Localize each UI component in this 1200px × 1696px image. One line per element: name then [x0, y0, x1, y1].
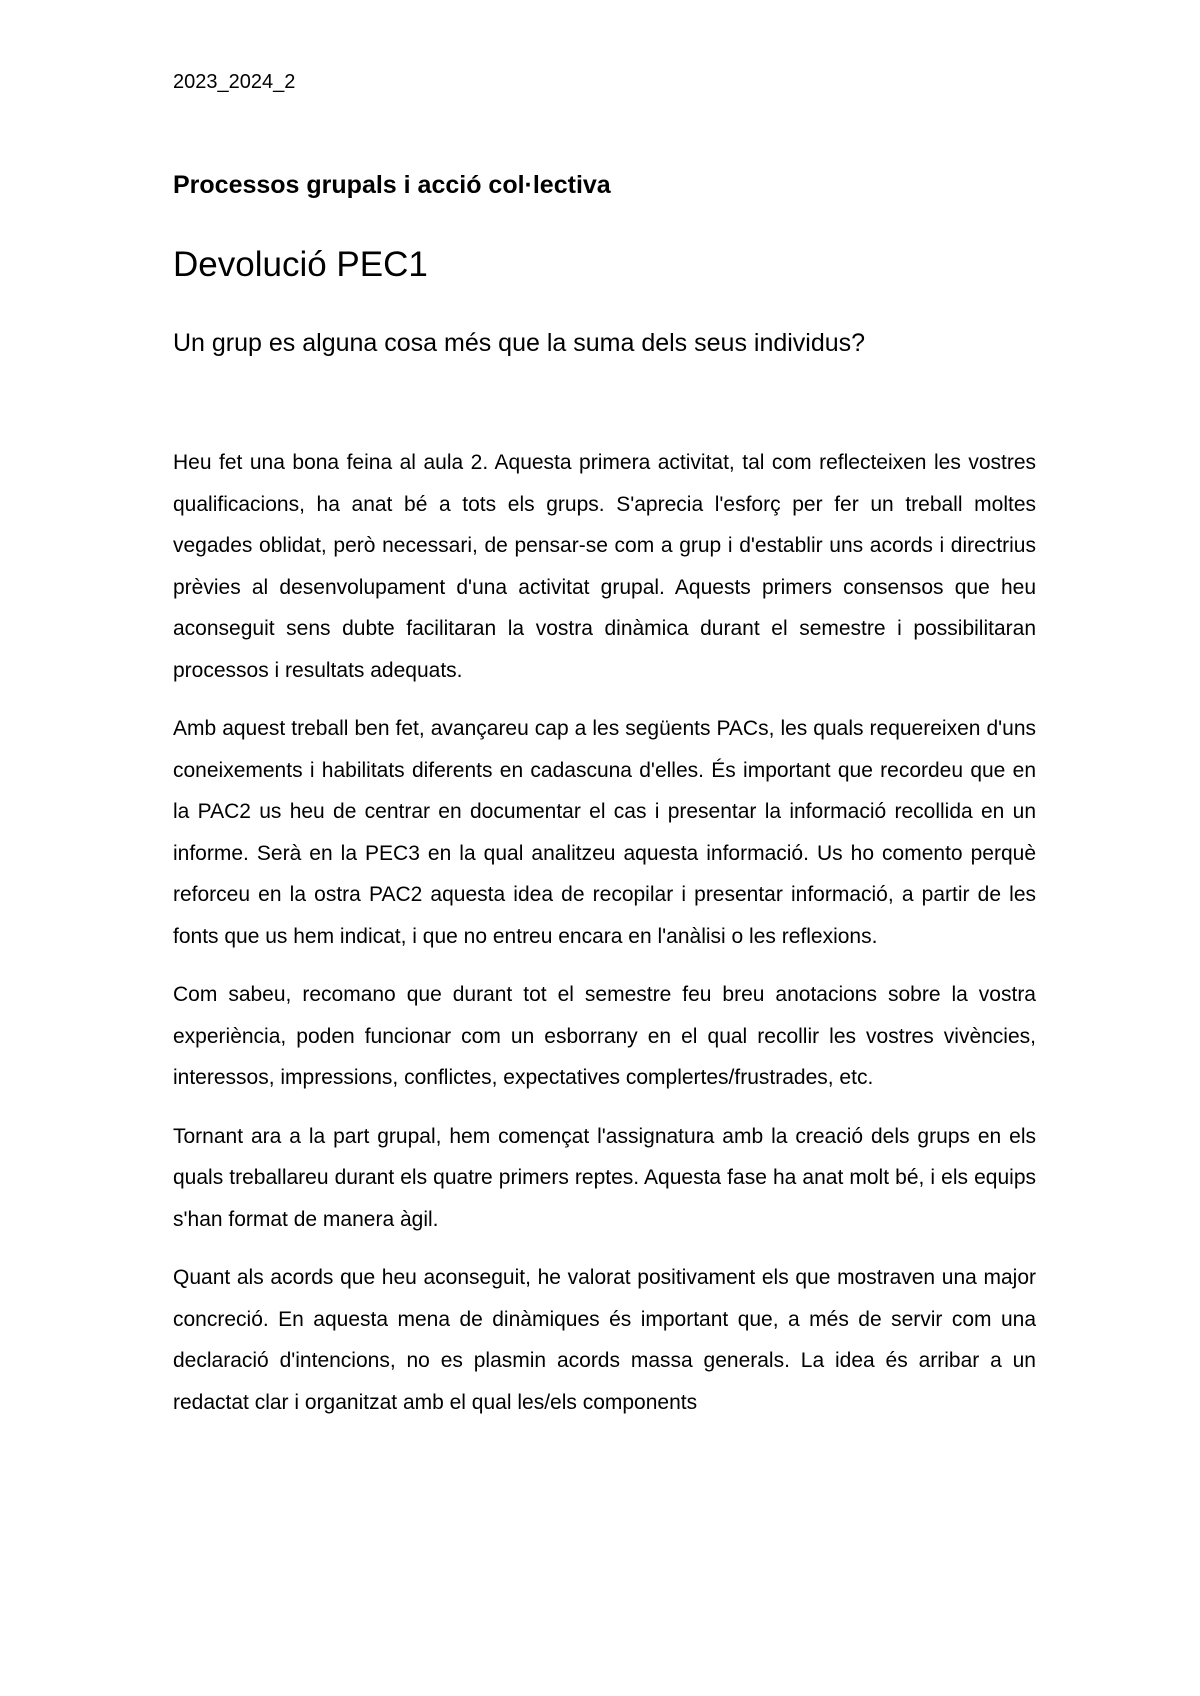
- course-title: Processos grupals i acció col·lectiva: [173, 171, 611, 199]
- paragraph-3: Com sabeu, recomano que durant tot el semestre feu breu anotacions sobre la vostra experiència, poden funcionar com un esborrany en el qual recollir les vostres vivències, interessos, impressions, conflictes, expectatives complertes/frustrades, etc.: [173, 983, 1036, 1089]
- document-subtitle: Un grup es alguna cosa més que la suma dels seus individus?: [173, 329, 866, 357]
- document-body: [173, 442, 1036, 1423]
- paragraph-4: Tornant ara a la part grupal, hem començat l'assignatura amb la creació dels grups en els quals treballareu durant els quatre primers reptes. Aquesta fase ha anat molt bé, i els equips s'han format de manera àgil.: [173, 1124, 1036, 1231]
- paragraph-1: Heu fet una bona feina al aula 2. Aquesta primera activitat, tal com reflecteixen les vostres qualificacions, ha anat bé a tots els grups. S'aprecia l'esforç per fer un treball moltes vegades oblidat, però necessari, de pensar-se com a grup i d'establir uns acords i directrius prèvies al desenvolupament d'una activitat grupal. Aquests primers consensos que heu aconseguit sens dubte facilitaran la vostra dinàmica durant el semestre i possibilitaran processos i resultats adequats.: [173, 451, 1036, 682]
- paragraph-2: Amb aquest treball ben fet, avançareu cap a les següents PACs, les quals requereixen d'uns coneixements i habilitats diferents en cadascuna d'elles. És important que recordeu que en la PAC2 us heu de centrar en documentar el cas i presentar la informació recollida en un informe. Serà en la PEC3 en la qual analitzeu aquesta informació. Us ho comento perquè reforceu en la ostra PAC2 aquesta idea de recopilar i presentar informació, a partir de les fonts que us hem indicat, i que no entreu encara en l'anàlisi o les reflexions.: [173, 717, 1036, 948]
- paragraph-5: Quant als acords que heu aconseguit, he valorat positivament els que mostraven una major concreció. En aquesta mena de dinàmiques és important que, a més de servir com una declaració d'intencions, no es plasmin acords massa generals. La idea és arribar a un redactat clar i organitzat amb el qual les/els components: [173, 1266, 1036, 1414]
- academic-year: 2023_2024_2: [173, 71, 296, 93]
- document-title: Devolució PEC1: [173, 245, 428, 284]
